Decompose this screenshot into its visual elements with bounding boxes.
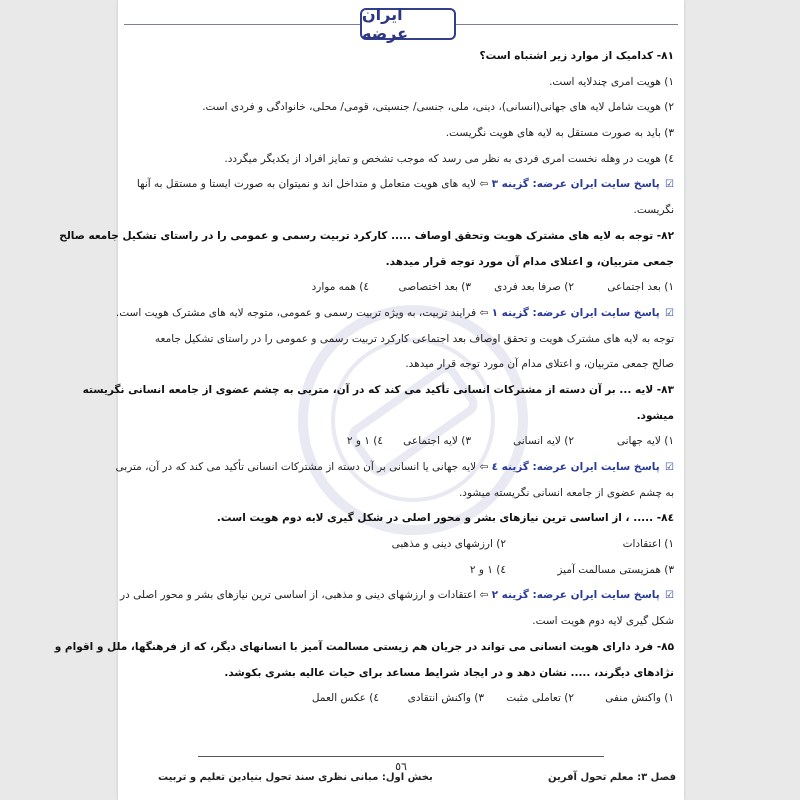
q81-option-2: ۲) هویت شامل لایه های جهانی(انسانی)، دینی، ملی، جنسی/ جنسیتی، قومی/ محلی، خانوادگی و فردی است. [202,101,674,114]
q83-option-1: ۱) لایه جهانی [616,435,674,448]
q84-option-3: ۳) همزیستی مسالمت آمیز [557,563,674,576]
q81-answer [128,172,674,198]
checkbox-icon: ☑ [665,590,674,602]
q81-option-3: ۳) باید به صورت مستقل به لایه های هویت نگریست. [445,127,674,140]
q82-answer-continued-2: صالح جمعی متربیان، و اعتلای مدام آن مورد توجه قرار میدهد. [405,358,674,371]
question-81: ۸۱- کدامیک از موارد زیر اشتباه است؟ [479,50,674,62]
q84-answer [120,583,674,609]
q83-option-3: ۳) لایه اجتماعی [403,435,471,448]
page-number: ٥٦ [395,760,407,773]
answer-text: ⇦ فرایند تربیت، به ویژه تربیت رسمی و عمومی، متوجه لایه های مشترک هویت است. [115,306,489,319]
footer-rule [198,756,604,757]
q85-option-2: ۲) تعاملی مثبت [506,692,574,705]
q81-option-1: ۱) هویت امری چندلایه است. [549,75,674,88]
q83-option-2: ۲) لایه انسانی [512,435,574,448]
answer-label: پاسخ سایت ایران عرضه: گزینه ۱ [491,306,660,319]
answer-label: پاسخ سایت ایران عرضه: گزینه ٤ [491,461,660,473]
q82-answer [115,301,674,327]
document-page [54,0,684,800]
q84-options-row-1 [128,532,674,558]
answer-label: پاسخ سایت ایران عرضه: گزینه ۲ [491,589,660,602]
checkbox-icon: ☑ [665,179,674,191]
q84-option-1: ۱) اعتقادات [622,538,674,551]
q84-options-row-2 [128,558,674,584]
q85-options [128,686,674,712]
question-85-continued: نژادهای دیگرند، ..... نشان دهد و در ایجاد شرایط مساعد برای حیات عالیه بشری بکوشد. [224,666,674,679]
answer-text: ⇦ لایه جهانی یا انسانی بر آن دسته از مشترکات انسانی تأکید می کند که در آن، متربی [115,461,489,473]
q84-option-2: ۲) ارزشهای دینی و مذهبی [391,538,506,551]
q84-option-4: ٤) ۱ و ۲ [469,563,506,576]
question-83: ۸۳- لایه ... بر آن دسته از مشترکات انسانی تأکید می کند که در آن، متربی به چشم عضوی از جامعه انسانی نگریسته [82,383,674,396]
answer-text: ⇦ اعتقادات و ارزشهای دینی و مذهبی، از اساسی ترین نیازهای بشر و محور اصلی در [120,589,489,602]
question-82-continued: جمعی متربیان، و اعتلای مدام آن مورد توجه قرار میدهد. [385,255,674,268]
q82-option-4: ٤) همه موارد [311,281,369,294]
q83-options [128,429,674,455]
q83-answer [115,455,674,481]
q83-answer-continued: به چشم عضوی از جامعه انسانی نگریسته میشود. [458,486,674,499]
question-84: ۸٤- ..... ، از اساسی ترین نیازهای بشر و محور اصلی در شکل گیری لایه دوم هویت است. [216,512,674,525]
q81-option-4: ٤) هویت در وهله نخست امری فردی به نظر می رسد که موجب تشخص و تمایز افراد از یکدیگر میگردد. [224,152,674,165]
footer-section: بخش اول: مبانی نظری سند تحول بنیادین تعلیم و تربیت [158,772,433,783]
header-rule-left [124,24,360,25]
q85-option-4: ٤) عکس العمل [311,692,379,705]
question-85: ۸۵- فرد دارای هویت انسانی می تواند در جریان هم زیستی مسالمت آمیز با انسانهای دیگر، که از فرهنگها، ملل و اقوام و [54,640,674,653]
q82-option-3: ۳) بعد اختصاصی [398,281,471,294]
q82-answer-continued-1: توجه به لایه های مشترک هویت و تحقق اوصاف بعد اجتماعی کارکرد تربیت رسمی و عمومی را در راستای تشکیل جامعه [154,332,674,345]
checkbox-icon: ☑ [665,462,674,473]
checkbox-icon: ☑ [665,307,674,319]
q82-option-2: ۲) صرفا بعد فردی [494,281,574,294]
answer-text: ⇦ لایه های هویت متعامل و متداخل اند و نمیتوان به صورت ایستا و مستقل به آنها [136,178,489,191]
q85-option-1: ۱) واکنش منفی [605,692,674,705]
footer-chapter: فصل ۳: معلم تحول آفرین [548,772,676,783]
question-82: ۸۲- توجه به لایه های مشترک هویت وتحقق اوصاف ..... کارکرد تربیت رسمی و عمومی را در راستای تشکیل جامعه صالح [59,229,674,242]
answer-label: پاسخ سایت ایران عرضه: گزینه ۳ [491,178,660,191]
header-rule-right [456,24,678,25]
q82-options [128,275,674,301]
question-83-continued: میشود. [636,409,674,422]
q81-answer-continued: نگریست. [633,204,674,217]
page-content [54,44,674,712]
q83-option-4: ٤) ۱ و ۲ [346,435,383,448]
q85-option-3: ۳) واکنش انتقادی [407,692,484,705]
site-logo: ایران عرضه [360,8,456,40]
q82-option-1: ۱) بعد اجتماعی [607,281,674,294]
q84-answer-continued: شکل گیری لایه دوم هویت است. [532,615,674,628]
